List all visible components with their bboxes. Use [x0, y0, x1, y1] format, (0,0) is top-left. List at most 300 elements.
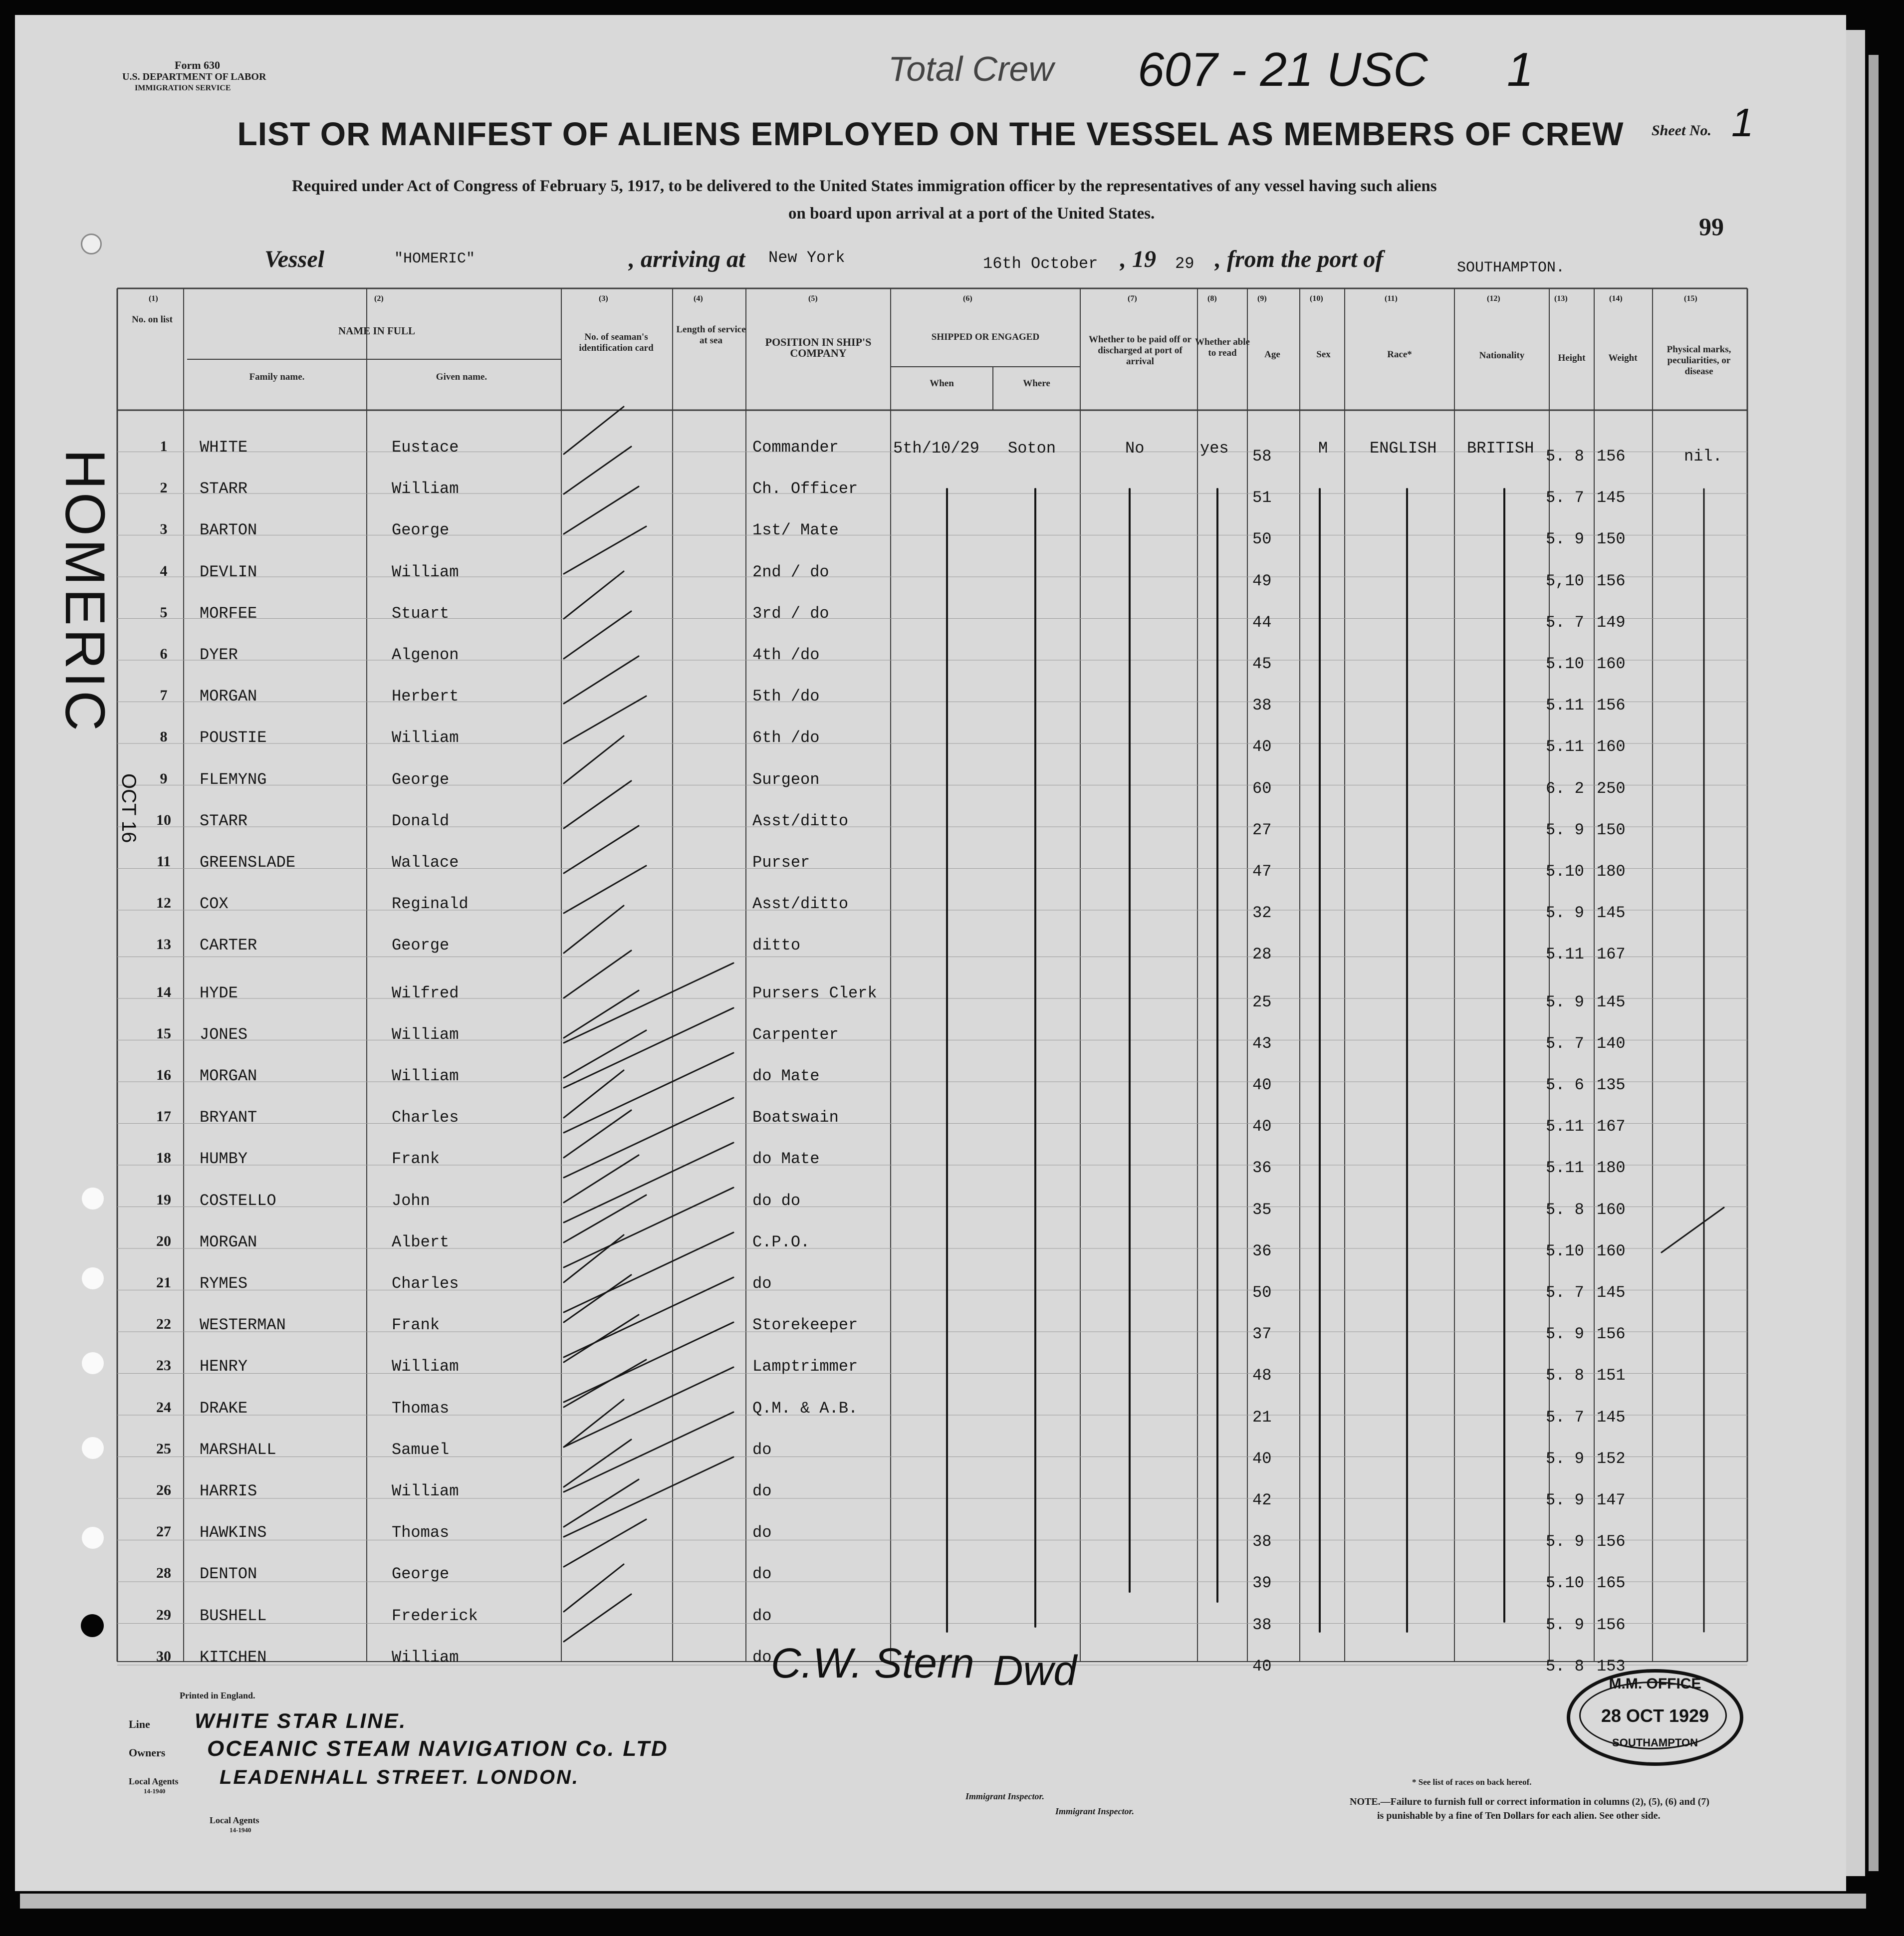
position: Boatswain	[752, 1108, 839, 1127]
owners-value: OCEANIC STEAM NAVIGATION Co. LTD	[207, 1736, 669, 1761]
age: 48	[1252, 1366, 1272, 1385]
given-name: Frank	[392, 1150, 440, 1169]
family-name: BARTON	[200, 521, 257, 540]
row-number: 9	[160, 770, 168, 787]
row-number: 11	[156, 853, 171, 870]
family-name: GREENSLADE	[200, 853, 296, 872]
subtitle-line-2: on board upon arrival at a port of the United States.	[788, 205, 1155, 223]
agents-code-2: 14-1940	[230, 1826, 251, 1834]
col-weight-header: Weight	[1608, 353, 1638, 363]
col-no-header: No. on list	[132, 314, 173, 325]
weight: 167	[1597, 945, 1626, 964]
height: 5. 7	[1546, 1408, 1584, 1427]
col-race-header: Race*	[1387, 349, 1412, 360]
arrival-date: 16th October	[983, 254, 1098, 273]
family-name: STARR	[200, 480, 248, 498]
row-number: 2	[160, 480, 168, 496]
age: 36	[1252, 1159, 1272, 1178]
family-name: HAWKINS	[200, 1523, 267, 1542]
family-name: MORGAN	[200, 1067, 257, 1085]
family-name: DENTON	[200, 1565, 257, 1584]
year-prefix: , 19	[1120, 246, 1156, 272]
column-number: (3)	[599, 294, 608, 303]
age: 28	[1252, 945, 1272, 964]
position: 5th /do	[752, 687, 820, 706]
row-number: 16	[156, 1067, 171, 1083]
weight: 156	[1597, 696, 1626, 715]
given-name: William	[392, 1067, 459, 1085]
margin-date: OCT 16	[118, 773, 140, 843]
given-name: Frederick	[392, 1606, 478, 1625]
height: 5.11	[1546, 737, 1584, 756]
printed-note: Printed in England.	[180, 1691, 255, 1700]
family-name: COSTELLO	[200, 1191, 276, 1210]
column-number: (13)	[1554, 294, 1568, 303]
row-number: 17	[156, 1108, 171, 1125]
stamp-date: 28 OCT 1929	[1601, 1705, 1709, 1726]
col-height-header: Height	[1558, 353, 1586, 363]
given-name: William	[392, 728, 459, 747]
arriving-label: , arriving at	[629, 246, 745, 272]
height: 5. 7	[1546, 613, 1584, 632]
position: 2nd / do	[752, 562, 829, 581]
position: do	[752, 1565, 772, 1584]
position: 6th /do	[752, 728, 820, 747]
handwritten-count: 607 - 21 USC	[1138, 43, 1428, 96]
given-name: Frank	[392, 1316, 440, 1335]
weight: 150	[1597, 820, 1626, 839]
line-value: WHITE STAR LINE.	[195, 1709, 407, 1732]
subtitle-line-1: Required under Act of Congress of February 5, 1917, to be delivered to the United States immigration officer by the representatives of any vessel having such aliens	[292, 177, 1437, 195]
row-number: 15	[156, 1025, 171, 1042]
age: 40	[1252, 1657, 1272, 1676]
stacked-page-edge-2	[1869, 55, 1879, 1871]
departure-port: SOUTHAMPTON.	[1457, 259, 1565, 276]
height: 5.10	[1546, 1574, 1584, 1593]
list-number: 99	[1699, 213, 1724, 241]
col-shipped-header: SHIPPED OR ENGAGED	[931, 332, 1040, 342]
age: 39	[1252, 1574, 1272, 1593]
family-name: MORGAN	[200, 687, 257, 706]
weight: 180	[1597, 1159, 1626, 1178]
agents-label: Local Agents	[129, 1776, 179, 1786]
height: 5.11	[1546, 1117, 1584, 1136]
col-nationality-header: Nationality	[1479, 350, 1525, 361]
family-name: FLEMYNG	[200, 770, 267, 789]
row-number: 24	[156, 1399, 171, 1416]
position: do	[752, 1523, 772, 1542]
stacked-page-bottom-edge	[20, 1894, 1866, 1909]
family-name: WHITE	[200, 438, 248, 457]
form-number: Form 630	[175, 59, 221, 71]
position: Purser	[752, 853, 810, 872]
given-name: William	[392, 480, 459, 498]
given-name: George	[392, 936, 450, 955]
weight: 156	[1597, 1325, 1626, 1344]
weight: 153	[1597, 1657, 1626, 1676]
agents-label-2: Local Agents	[210, 1815, 259, 1825]
weight: 147	[1597, 1491, 1626, 1509]
age: 40	[1252, 1449, 1272, 1468]
column-number: (2)	[374, 294, 384, 303]
height: 5. 8	[1546, 1657, 1584, 1676]
col-when-header: When	[930, 378, 954, 389]
position: Storekeeper	[752, 1316, 858, 1335]
weight: 145	[1597, 1408, 1626, 1427]
given-name: Samuel	[392, 1440, 450, 1459]
height: 5. 9	[1546, 1615, 1584, 1634]
row-number: 20	[156, 1232, 171, 1249]
row-number: 12	[156, 895, 171, 912]
height: 5. 7	[1546, 1034, 1584, 1053]
position: Asst/ditto	[752, 811, 849, 830]
given-name: Reginald	[392, 895, 469, 914]
weight: 145	[1597, 1283, 1626, 1302]
column-number: (9)	[1257, 294, 1267, 303]
position: ditto	[752, 936, 801, 955]
height: 5. 7	[1546, 1283, 1584, 1302]
position: do Mate	[752, 1067, 820, 1085]
signature-master: C.W. Stern	[771, 1640, 974, 1687]
row-number: 29	[156, 1606, 171, 1623]
family-name: MORGAN	[200, 1232, 257, 1251]
able-read-value: yes	[1200, 439, 1229, 458]
column-number: (8)	[1207, 294, 1217, 303]
weight: 145	[1597, 488, 1626, 507]
height: 5. 9	[1546, 1532, 1584, 1551]
from-label: , from the port of	[1215, 246, 1384, 272]
row-number: 26	[156, 1482, 171, 1498]
given-name: Thomas	[392, 1523, 450, 1542]
weight: 160	[1597, 1200, 1626, 1219]
position: 4th /do	[752, 646, 820, 664]
age: 40	[1252, 1117, 1272, 1136]
height: 6. 2	[1546, 779, 1584, 798]
col-given-header: Given name.	[436, 372, 487, 382]
col-family-header: Family name.	[249, 372, 305, 382]
given-name: Stuart	[392, 604, 450, 623]
height: 5. 6	[1546, 1076, 1584, 1094]
stamp-top: M.M. OFFICE	[1609, 1676, 1701, 1692]
family-name: HARRIS	[200, 1482, 257, 1500]
family-name: KITCHEN	[200, 1648, 267, 1667]
weight: 145	[1597, 992, 1626, 1011]
punch-hole	[82, 1527, 104, 1549]
weight: 160	[1597, 737, 1626, 756]
family-name: HYDE	[200, 983, 238, 1002]
column-number: (12)	[1487, 294, 1500, 303]
weight: 156	[1597, 1532, 1626, 1551]
given-name: William	[392, 562, 459, 581]
age: 38	[1252, 1615, 1272, 1634]
arrival-year: 29	[1175, 254, 1194, 273]
height: 5.11	[1546, 696, 1584, 715]
given-name: Charles	[392, 1108, 459, 1127]
age: 50	[1252, 530, 1272, 549]
column-number: (15)	[1684, 294, 1697, 303]
column-number: (1)	[149, 294, 158, 303]
stamp-bottom: SOUTHAMPTON	[1612, 1736, 1698, 1749]
weight: 156	[1597, 447, 1626, 466]
family-name: COX	[200, 895, 229, 914]
column-number: (14)	[1609, 294, 1623, 303]
family-name: BUSHELL	[200, 1606, 267, 1625]
age: 44	[1252, 613, 1272, 632]
col-idcard-header: No. of seaman's identification card	[579, 332, 654, 353]
family-name: HENRY	[200, 1357, 248, 1376]
given-name: William	[392, 1482, 459, 1500]
row-number: 21	[156, 1274, 171, 1291]
given-name: Herbert	[392, 687, 459, 706]
sheet-number: 1	[1731, 100, 1754, 145]
department: U.S. DEPARTMENT OF LABOR	[122, 71, 266, 82]
handwritten-top-note: Total Crew	[888, 49, 1054, 88]
given-name: William	[392, 1648, 459, 1667]
family-name: WESTERMAN	[200, 1316, 286, 1335]
position: Surgeon	[752, 770, 820, 789]
manifest-sheet	[15, 15, 1846, 1891]
family-name: HUMBY	[200, 1150, 248, 1169]
given-name: Thomas	[392, 1399, 450, 1418]
position: Ch. Officer	[752, 480, 858, 498]
given-name: George	[392, 770, 450, 789]
weight: 156	[1597, 571, 1626, 590]
height: 5. 9	[1546, 992, 1584, 1011]
given-name: George	[392, 1565, 450, 1584]
inspector-label-2: Immigrant Inspector.	[1055, 1806, 1135, 1816]
margin-ship-name: HOMERIC	[54, 449, 116, 734]
row-number: 14	[156, 983, 171, 1000]
col-read-header: Whether able to read	[1195, 337, 1250, 358]
column-number: (10)	[1310, 294, 1323, 303]
column-number: (4)	[694, 294, 703, 303]
service: IMMIGRATION SERVICE	[135, 84, 231, 92]
col-service-header: Length of service at sea	[676, 324, 746, 346]
col-position-header: POSITION IN SHIP'S COMPANY	[765, 336, 872, 359]
col-marks-header: Physical marks, peculiarities, or disease	[1666, 344, 1731, 377]
position: do	[752, 1606, 772, 1625]
race-value: ENGLISH	[1370, 439, 1437, 458]
family-name: STARR	[200, 811, 248, 830]
column-number: (5)	[808, 294, 818, 303]
weight: 165	[1597, 1574, 1626, 1593]
handwritten-mark: 1	[1507, 43, 1534, 96]
row-number: 13	[156, 936, 171, 953]
col-name-header: NAME IN FULL	[338, 325, 415, 337]
height: 5. 7	[1546, 488, 1584, 507]
age: 60	[1252, 779, 1272, 798]
stacked-page-edge	[1846, 30, 1865, 1876]
given-name: Algenon	[392, 646, 459, 664]
penalty-note-1: NOTE.—Failure to furnish full or correct information in columns (2), (5), (6) and (7)	[1350, 1796, 1710, 1807]
family-name: DYER	[200, 646, 238, 664]
punch-hole-dark	[81, 1614, 104, 1637]
weight: 150	[1597, 530, 1626, 549]
row-number: 28	[156, 1565, 171, 1582]
given-name: Charles	[392, 1274, 459, 1293]
age: 38	[1252, 696, 1272, 715]
col-sex-header: Sex	[1316, 349, 1331, 360]
nationality-value: BRITISH	[1467, 439, 1534, 458]
age: 37	[1252, 1325, 1272, 1344]
position: do	[752, 1440, 772, 1459]
age: 45	[1252, 655, 1272, 673]
vessel-name: "HOMERIC"	[394, 250, 476, 267]
position: do	[752, 1482, 772, 1500]
punch-hole	[82, 1352, 104, 1374]
given-name: Wallace	[392, 853, 459, 872]
age: 40	[1252, 1076, 1272, 1094]
height: 5. 9	[1546, 1491, 1584, 1509]
age: 38	[1252, 1532, 1272, 1551]
agents-value: LEADENHALL STREET. LONDON.	[220, 1766, 579, 1788]
position: Lamptrimmer	[752, 1357, 858, 1376]
row-number: 18	[156, 1150, 171, 1167]
col-age-header: Age	[1264, 349, 1280, 360]
sheet-label: Sheet No.	[1652, 122, 1711, 139]
row-number: 27	[156, 1523, 171, 1540]
line-label: Line	[129, 1718, 150, 1730]
punch-hole	[82, 1267, 104, 1289]
row-number: 25	[156, 1440, 171, 1457]
given-name: Wilfred	[392, 983, 459, 1002]
sex-value: M	[1318, 439, 1328, 458]
inspector-label-1: Immigrant Inspector.	[965, 1791, 1045, 1801]
age: 47	[1252, 862, 1272, 881]
weight: 180	[1597, 862, 1626, 881]
age: 27	[1252, 820, 1272, 839]
row-number: 8	[160, 728, 168, 745]
position: Q.M. & A.B.	[752, 1399, 858, 1418]
row-number: 6	[160, 646, 168, 662]
weight: 145	[1597, 904, 1626, 923]
position: 3rd / do	[752, 604, 829, 623]
position: do	[752, 1274, 772, 1293]
height: 5.10	[1546, 1241, 1584, 1260]
weight: 149	[1597, 613, 1626, 632]
row-number: 23	[156, 1357, 171, 1374]
given-name: William	[392, 1025, 459, 1044]
given-name: Albert	[392, 1232, 450, 1251]
age: 49	[1252, 571, 1272, 590]
col-where-header: Where	[1023, 378, 1050, 389]
age: 21	[1252, 1408, 1272, 1427]
height: 5.11	[1546, 1159, 1584, 1178]
position: Carpenter	[752, 1025, 839, 1044]
punch-hole	[82, 1437, 104, 1459]
family-name: RYMES	[200, 1274, 248, 1293]
position: C.P.O.	[752, 1232, 810, 1251]
punch-hole	[82, 1188, 104, 1210]
age: 40	[1252, 737, 1272, 756]
height: 5.11	[1546, 945, 1584, 964]
family-name: MARSHALL	[200, 1440, 276, 1459]
agents-code: 14-1940	[144, 1787, 166, 1795]
column-number: (11)	[1385, 294, 1398, 303]
family-name: MORFEE	[200, 604, 257, 623]
position: do Mate	[752, 1150, 820, 1169]
weight: 160	[1597, 1241, 1626, 1260]
position: do do	[752, 1191, 801, 1210]
height: 5. 8	[1546, 1200, 1584, 1219]
vessel-label: Vessel	[264, 246, 324, 272]
row-number: 10	[156, 811, 171, 828]
position: do	[752, 1648, 772, 1667]
signature-inspector: Dwd	[993, 1647, 1077, 1694]
height: 5. 9	[1546, 1325, 1584, 1344]
punch-hole-top	[81, 234, 102, 254]
age: 50	[1252, 1283, 1272, 1302]
marks-value: nil.	[1684, 447, 1722, 466]
row-number: 22	[156, 1316, 171, 1333]
age: 35	[1252, 1200, 1272, 1219]
row-number: 30	[156, 1648, 171, 1665]
row-number: 1	[160, 438, 168, 455]
shipped-when: 5th/10/29	[893, 439, 979, 458]
weight: 135	[1597, 1076, 1626, 1094]
age: 36	[1252, 1241, 1272, 1260]
position: Commander	[752, 438, 839, 457]
page-title: LIST OR MANIFEST OF ALIENS EMPLOYED ON THE VESSEL AS MEMBERS OF CREW	[237, 115, 1624, 152]
height: 5. 8	[1546, 1366, 1584, 1385]
col-paidoff-header: Whether to be paid off or discharged at port of arrival	[1089, 334, 1191, 367]
position: Asst/ditto	[752, 895, 849, 914]
column-number: (7)	[1128, 294, 1137, 303]
family-name: CARTER	[200, 936, 257, 955]
height: 5. 9	[1546, 820, 1584, 839]
position: Pursers Clerk	[752, 983, 877, 1002]
row-number: 19	[156, 1191, 171, 1208]
height: 5.10	[1546, 655, 1584, 673]
family-name: JONES	[200, 1025, 248, 1044]
weight: 167	[1597, 1117, 1626, 1136]
mm-office-stamp	[1567, 1669, 1743, 1766]
height: 5,10	[1546, 571, 1584, 590]
given-name: William	[392, 1357, 459, 1376]
given-name: John	[392, 1191, 430, 1210]
races-note: * See list of races on back hereof.	[1412, 1777, 1532, 1787]
age: 58	[1252, 447, 1272, 466]
arrival-port: New York	[768, 248, 845, 267]
age: 25	[1252, 992, 1272, 1011]
row-number: 7	[160, 687, 168, 704]
weight: 160	[1597, 655, 1626, 673]
paid-off-value: No	[1125, 439, 1145, 458]
row-number: 4	[160, 562, 168, 579]
weight: 151	[1597, 1366, 1626, 1385]
given-name: Donald	[392, 811, 450, 830]
age: 51	[1252, 488, 1272, 507]
family-name: POUSTIE	[200, 728, 267, 747]
family-name: DRAKE	[200, 1399, 248, 1418]
age: 43	[1252, 1034, 1272, 1053]
weight: 156	[1597, 1615, 1626, 1634]
family-name: DEVLIN	[200, 562, 257, 581]
owners-label: Owners	[129, 1746, 166, 1759]
column-number: (6)	[963, 294, 972, 303]
penalty-note-2: is punishable by a fine of Ten Dollars for each alien. See other side.	[1377, 1810, 1661, 1821]
weight: 152	[1597, 1449, 1626, 1468]
given-name: Eustace	[392, 438, 459, 457]
given-name: George	[392, 521, 450, 540]
family-name: BRYANT	[200, 1108, 257, 1127]
height: 5. 9	[1546, 1449, 1584, 1468]
height: 5. 9	[1546, 904, 1584, 923]
row-number: 5	[160, 604, 168, 621]
weight: 250	[1597, 779, 1626, 798]
age: 32	[1252, 904, 1272, 923]
height: 5. 8	[1546, 447, 1584, 466]
